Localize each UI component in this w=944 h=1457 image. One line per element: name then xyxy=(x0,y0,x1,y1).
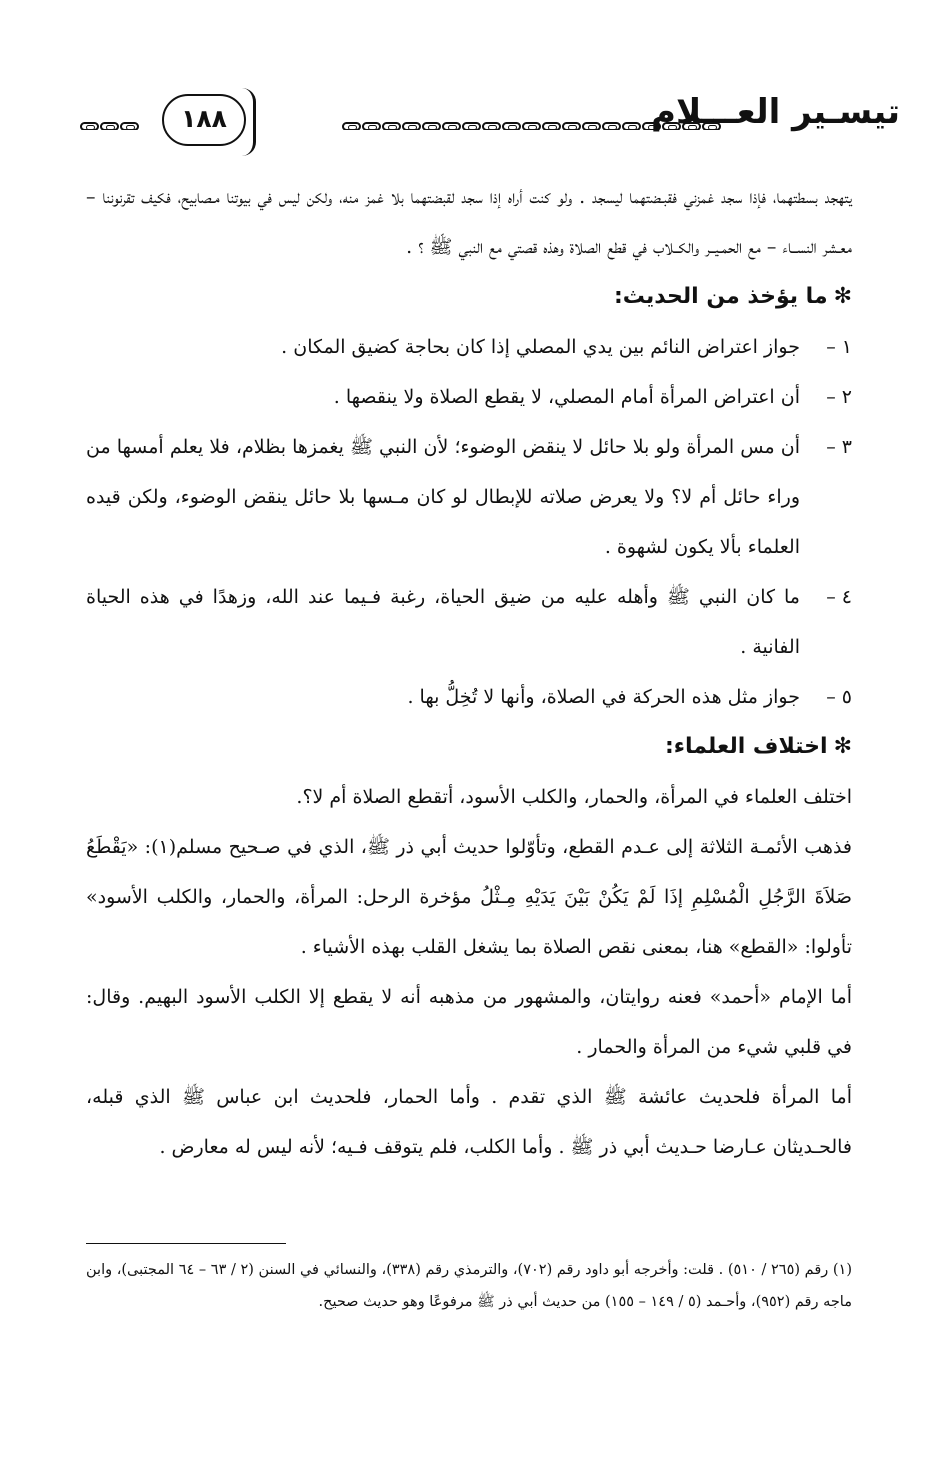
list-item: ٥ – جواز مثل هذه الحركة في الصلاة، وأنها لا تُخِلُّ بها . xyxy=(407,686,852,708)
header-ornament-left xyxy=(80,116,142,130)
section-heading-lessons: ✻ما يؤخذ من الحديث: xyxy=(613,284,852,309)
footnote: (١) رقم (٢٦٥ / ٥١٠) . قلت: وأخرجه أبو داود رقم (٧٠٢)، والترمذي رقم (٣٣٨)، والنسائي في السنن (٢ / ٦٣ – ٦٤ المجتبى)، وابن ماجه رقم (٩٥٢)، وأحـمد (٥ / ١٤٩ – ١٥٥) من حديث أبي ذر ﷺ مرفوعًا وهو حديث صحيح. xyxy=(86,1262,852,1310)
list-item: ٤ – ما كان النبي ﷺ وأهله عليه من ضيق الحياة، رغبة فـيما عند الله، وزهدًا في هذه الحياة الفانية . xyxy=(86,586,852,658)
body-paragraph: أما المرأة فلحديث عائشة ﷺ الذي تقدم . وأما الحمار، فلحديث ابن عباس ﷺ الذي قبله، فالحـديثان عـارضا حـديث أبي ذر ﷺ . وأما الكلب، فلم يتوقف فـيه؛ لأنه ليس له معارض . xyxy=(86,1086,852,1158)
page-number: ١٨٨ xyxy=(162,94,246,146)
page-header xyxy=(80,88,900,168)
list-item: ٢ – أن اعتراض المرأة أمام المصلي، لا يقطع الصلاة ولا ينقصها . xyxy=(333,386,852,408)
list-item: ١ – جواز اعتراض النائم بين يدي المصلي إذا كان بحاجة كضيق المكان . xyxy=(281,336,852,358)
asterisk-icon: ✻ xyxy=(833,284,852,309)
footnote-divider xyxy=(86,1243,286,1244)
main-text xyxy=(86,172,852,1172)
body-paragraph: أما الإمام «أحمد» فعنه روايتان، والمشهور من مذهبه أنه لا يقطع إلا الكلب الأسود البهيم. وقال: في قلبي شيء من المرأة والحمار . xyxy=(86,986,852,1058)
intro-paragraph: يتهجد بسطتهما، فإذا سجد غمزني فقبـضتهما ليسجد . ولو كنت أراه إذا سجد لقبضتهما بلا غمز منه، ولكن ليس في بيوتنا مـصابيح، فكيف تقرنوننا – معـشر النســاء – مع الحمـيــر والكــلاب في قطع الصلاة وهذه قصتي مع النبي ﷺ ؟ . xyxy=(86,186,852,258)
book-title: تيسـير العـــلام xyxy=(651,92,900,132)
list-item: ٣ – أن مس المرأة ولو بلا حائل لا ينقض الوضوء؛ لأن النبي ﷺ يغمزها بظلام، فلا يعلم أمسها من وراء حائل أم لا؟ ولا يعرض صلاته للإبطال لو كان مـسها بلا حائل ينقض الوضوء، ولكن قيده العلماء بألا يكون لشهوة . xyxy=(86,436,852,558)
body-paragraph: اختلف العلماء في المرأة، والحمار، والكلب الأسود، أتقطع الصلاة أم لا؟. xyxy=(296,786,852,808)
body-paragraph: فذهب الأئمـة الثلاثة إلى عـدم القطع، وتأوّلوا حديث أبي ذر ﷺ، الذي في صـحيح مسلم(١): «يَقْطَعُ صَلاَةَ الرَّجُلِ الْمُسْلِمِ إذَا لَمْ يَكُنْ بَيْنَ يَدَيْهِ مِـثْلُ مؤخرة الرحل: المرأة، والحمار، والكلب الأسود» تأولوا: «القطع» هنا، بمعنى نقص الصلاة بما يشغل القلب بهذه الأشياء . xyxy=(86,836,852,958)
section-heading-scholars: ✻اختلاف العلماء: xyxy=(665,734,852,759)
asterisk-icon: ✻ xyxy=(833,734,852,759)
